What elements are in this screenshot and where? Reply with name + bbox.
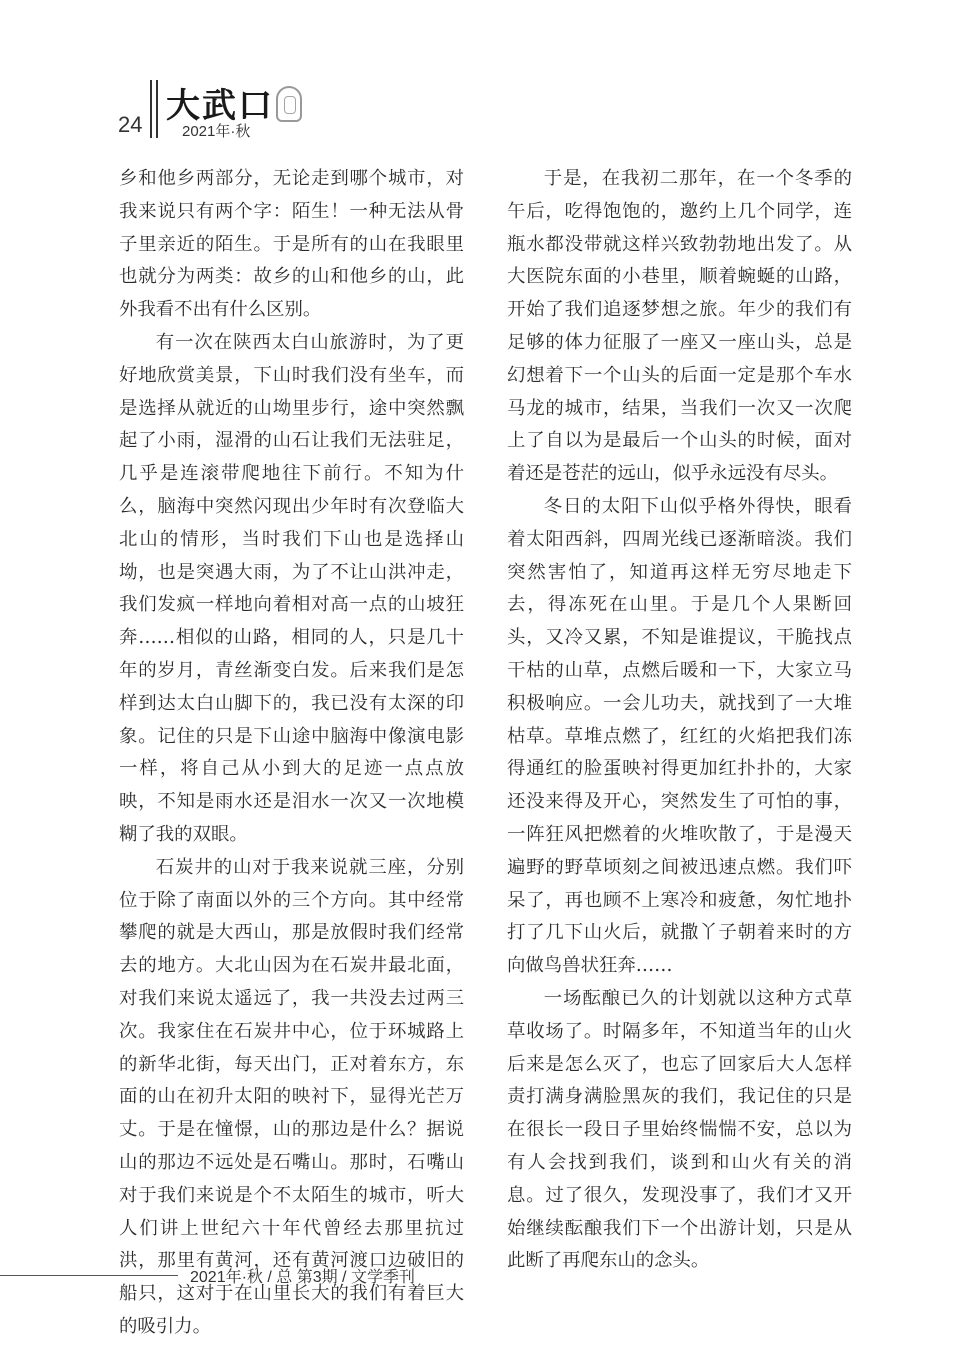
seal-logo-icon [276,86,302,122]
issue-season: 2021年·秋 [182,123,251,140]
paragraph: 冬日的太阳下山似乎格外得快，眼看着太阳西斜，四周光线已逐渐暗淡。我们突然害怕了，知道再这样无穷尽地走下去，得冻死在山里。于是几个人果断回头，又冷又累，不知是谁提议，干脆找点干枯的山草，点燃后暖和一下，大家立马积极响应。一会儿功夫，就找到了一大堆枯草。草堆点燃了，红红的火焰把我们冻得通红的脸蛋映衬得更加红扑扑的，大家还没来得及开心，突然发生了可怕的事，一阵狂风把燃着的火堆吹散了，于是漫天遍野的野草顷刻之间被迅速点燃。我们吓呆了，再也顾不上寒冷和疲惫，匆忙地扑打了几下山火后，就撒丫子朝着来时的方向做鸟兽状狂奔…… [507,495,852,977]
paragraph: 有一次在陕西太白山旅游时，为了更好地欣赏美景，下山时我们没有坐车，而是选择从就近的山坳里步行，途中突然飘起了小雨，湿滑的山石让我们无法驻足，几乎是连滚带爬地往下前行。不知为什么，脑海中突然闪现出少年时有次登临大北山的情形，当时我们下山也是选择山坳，也是突遇大雨，为了不让山洪冲走，我们发疯一样地向着相对高一点的山坡狂奔……相似的山路，相同的人，只是几十年的岁月，青丝渐变白发。后来我们是怎样到达太白山脚下的，我已没有太深的印象。记住的只是下山途中脑海中像演电影一样，将自己从小到大的足迹一点点放映，不知是雨水还是泪水一次又一次地模糊了我的双眼。 [119,331,464,845]
header-divider [156,80,158,138]
paragraph: 于是，在我初二那年，在一个冬季的午后，吃得饱饱的，邀约上几个同学，连瓶水都没带就这样兴致勃勃地出发了。从大医院东面的小巷里，顺着蜿蜒的山路，开始了我们追逐梦想之旅。年少的我们有足够的体力征服了一座又一座山头，总是幻想着下一个山头的后面一定是那个车水马龙的城市，结果，当我们一次又一次爬上了自以为是最后一个山头的时候，面对着还是苍茫的远山，似乎永远没有尽头。 [507,168,852,485]
magazine-title: 大武口 [166,86,274,126]
footer-rule [0,1275,178,1276]
header-divider [150,80,152,138]
right-column [507,163,852,1278]
footer-issue-info: 2021年·秋 / 总 第3期 / 文学季刊 [190,1269,415,1286]
left-column [119,163,464,1344]
paragraph: 乡和他乡两部分，无论走到哪个城市，对我来说只有两个字：陌生！一种无法从骨子里亲近的陌生。于是所有的山在我眼里也就分为两类：故乡的山和他乡的山，此外我看不出有什么区别。 [119,168,464,321]
paragraph: 一场酝酿已久的计划就以这种方式草草收场了。时隔多年，不知道当年的山火后来是怎么灭了，也忘了回家后大人怎样责打满身满脸黑灰的我们，我记住的只是在很长一段日子里始终惴惴不安，总以为有人会找到我们，谈到和山火有关的消息。过了很久，发现没事了，我们才又开始继续酝酿我们下一个出游计划，只是从此断了再爬东山的念头。 [507,987,852,1272]
page-header [0,0,977,150]
page-number: 24 [118,112,143,137]
paragraph: 石炭井的山对于我来说就三座，分别位于除了南面以外的三个方向。其中经常攀爬的就是大西山，那是放假时我们经常去的地方。大北山因为在石炭井最北面，对我们来说太遥远了，我一共没去过两三次。我家住在石炭井中心，位于环城路上的新华北街，每天出门，正对着东方，东面的山在初升太阳的映衬下，显得光芒万丈。于是在憧憬，山的那边是什么？据说山的那边不远处是石嘴山。那时，石嘴山对于我们来说是个不太陌生的城市，听大人们讲上世纪六十年代曾经去那里抗过洪，那里有黄河，还有黄河渡口边破旧的船只，这对于在山里长大的我们有着巨大的吸引力。 [119,856,464,1337]
